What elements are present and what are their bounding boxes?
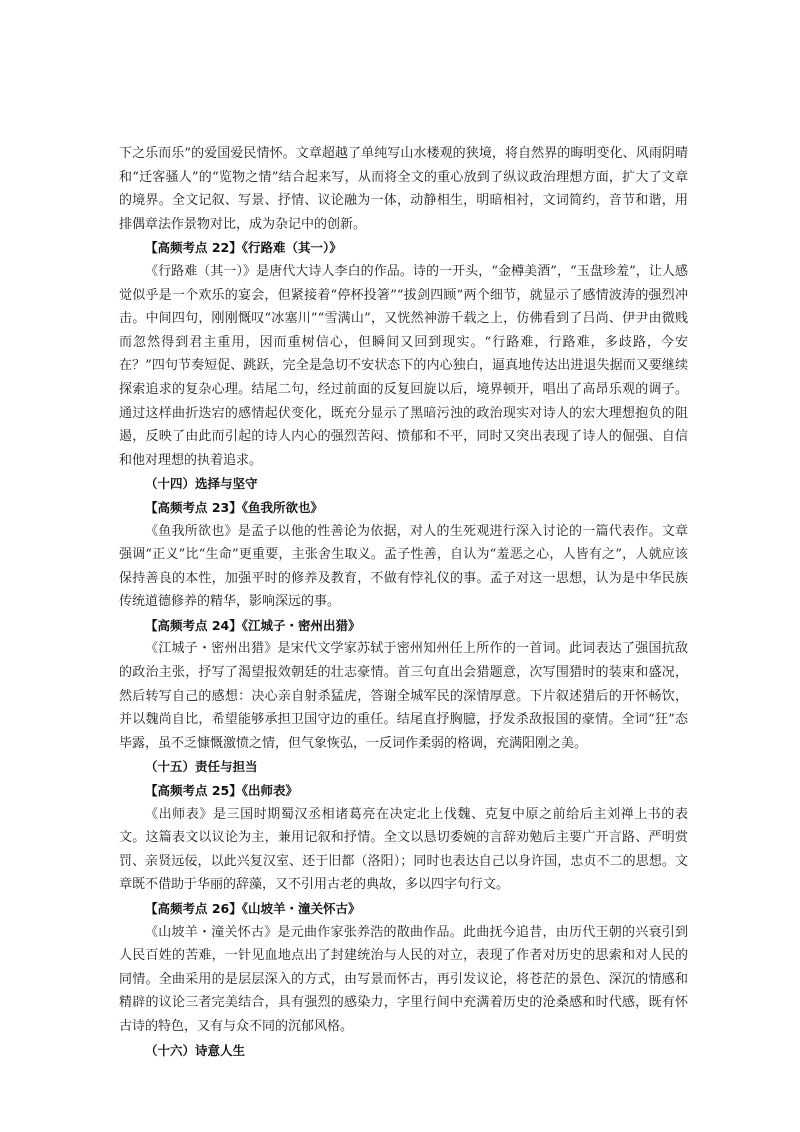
point-heading-23: 【高频考点 23】《鱼我所欲也》 bbox=[145, 499, 323, 515]
document-page bbox=[119, 142, 688, 1062]
paragraph-xinglunan: 《行路难（其一）》是唐代大诗人李白的作品。诗的一开头，“金樽美酒”，“玉盘珍羞”，让人感觉似乎是一个欢乐的宴会，但紧接着“停杯投箸”“拔剑四顾”两个细节，就显示了感情波涛的强烈冲击。中间四句，刚刚慨叹“冰塞川”“雪满山”，又恍然神游千载之上，仿佛看到了吕尚、伊尹由微贱而忽然得到君主重用，因而重树信心，但瞬间又回到现实。“行路难，行路难，多歧路，今安在？”四句节奏短促、跳跃，完全是急切不安状态下的内心独白，逼真地传达出进退失据而又要继续探索追求的复杂心理。结尾二句，经过前面的反复回旋以后，境界顿开，唱出了高昂乐观的调子。通过这样曲折迭宕的感情起伏变化，既充分显示了黑暗污浊的政治现实对诗人的宏大理想抱负的阻遏，反映了由此而引起的诗人内心的强烈苦闷、愤郁和不平，同时又突出表现了诗人的倔强、自信和他对理想的执着追求。 bbox=[119, 263, 688, 468]
paragraph-jiangchengzi: 《江城子・密州出猎》是宋代文学家苏轼于密州知州任上所作的一首词。此词表达了强国抗敌的政治主张，抒写了渴望报效朝廷的壮志豪情。首三句直出会猎题意，次写围猎时的装束和盛况，然后转写自己的感想：决心亲自射杀猛虎，答谢全城军民的深情厚意。下片叙述猎后的开怀畅饮，并以魏尚自比，希望能够承担卫国守边的重任。结尾直抒胸臆，抒发杀敌报国的豪情。全词“狂”态毕露，虽不乏慷慨激愤之情，但气象恢弘，一反词作柔弱的格调，充满阳刚之美。 bbox=[119, 641, 688, 751]
point-heading-25: 【高频考点 25】《出师表》 bbox=[145, 783, 298, 799]
point-heading-26: 【高频考点 26】《山坡羊・潼关怀古》 bbox=[145, 901, 361, 916]
section-heading-16: （十六）诗意人生 bbox=[145, 1042, 246, 1058]
point-heading-24: 【高频考点 24】《江城子・密州出猎》 bbox=[145, 617, 361, 633]
paragraph-chushibiao: 《出师表》是三国时期蜀汉丞相诸葛亮在决定北上伐魏、克复中原之前给后主刘禅上书的表文。这篇表文以议论为主，兼用记叙和抒情。全文以恳切委婉的言辞劝勉后主要广开言路、严明赏罚、亲贤远佞，以此兴复汉室、还于旧都（洛阳）；同时也表达自己以身许国，忠贞不二的思想。文章既不借助于华丽的辞藻，又不引用古老的典故，多以四字句行文。 bbox=[119, 806, 688, 893]
section-heading-14: （十四）选择与坚守 bbox=[145, 476, 258, 492]
point-heading-22: 【高频考点 22】《行路难（其一）》 bbox=[145, 240, 342, 256]
section-heading-15: （十五）责任与担当 bbox=[145, 759, 258, 775]
intro-paragraph: 下之乐而乐”的爱国爱民情怀。文章超越了单纯写山水楼观的狭境，将自然界的晦明变化、风雨阴晴和“迁客骚人”的“览物之情”结合起来写，从而将全文的重心放到了纵议政治理想方面，扩大了文章的境界。全文记叙、写景、抒情、议论融为一体，动静相生，明暗相衬，文词简约，音节和谐，用排偶章法作景物对比，成为杂记中的创新。 bbox=[119, 146, 688, 232]
paragraph-shanpoyang: 《山坡羊・潼关怀古》是元曲作家张养浩的散曲作品。此曲抚今追昔，由历代王朝的兴衰引到人民百姓的苦难，一针见血地点出了封建统治与人民的对立，表现了作者对历史的思索和对人民的同情。全曲采用的是层层深入的方式，由写景而怀古，再引发议论，将苍茫的景色、深沉的情感和精辟的议论三者完美结合，具有强烈的感染力，字里行间中充满着历史的沧桑感和时代感，既有怀古诗的特色，又有与众不同的沉郁风格。 bbox=[119, 924, 688, 1034]
paragraph-yuwosuoyuye: 《鱼我所欲也》是孟子以他的性善论为依据，对人的生死观进行深入讨论的一篇代表作。文章强调“正义”比“生命”更重要，主张舍生取义。孟子性善，自认为“羞恶之心，人皆有之”，人就应该保持善良的本性，加强平时的修养及教育，不做有悖礼仪的事。孟子对这一思想，认为是中华民族传统道德修养的精华，影响深远的事。 bbox=[119, 523, 688, 610]
